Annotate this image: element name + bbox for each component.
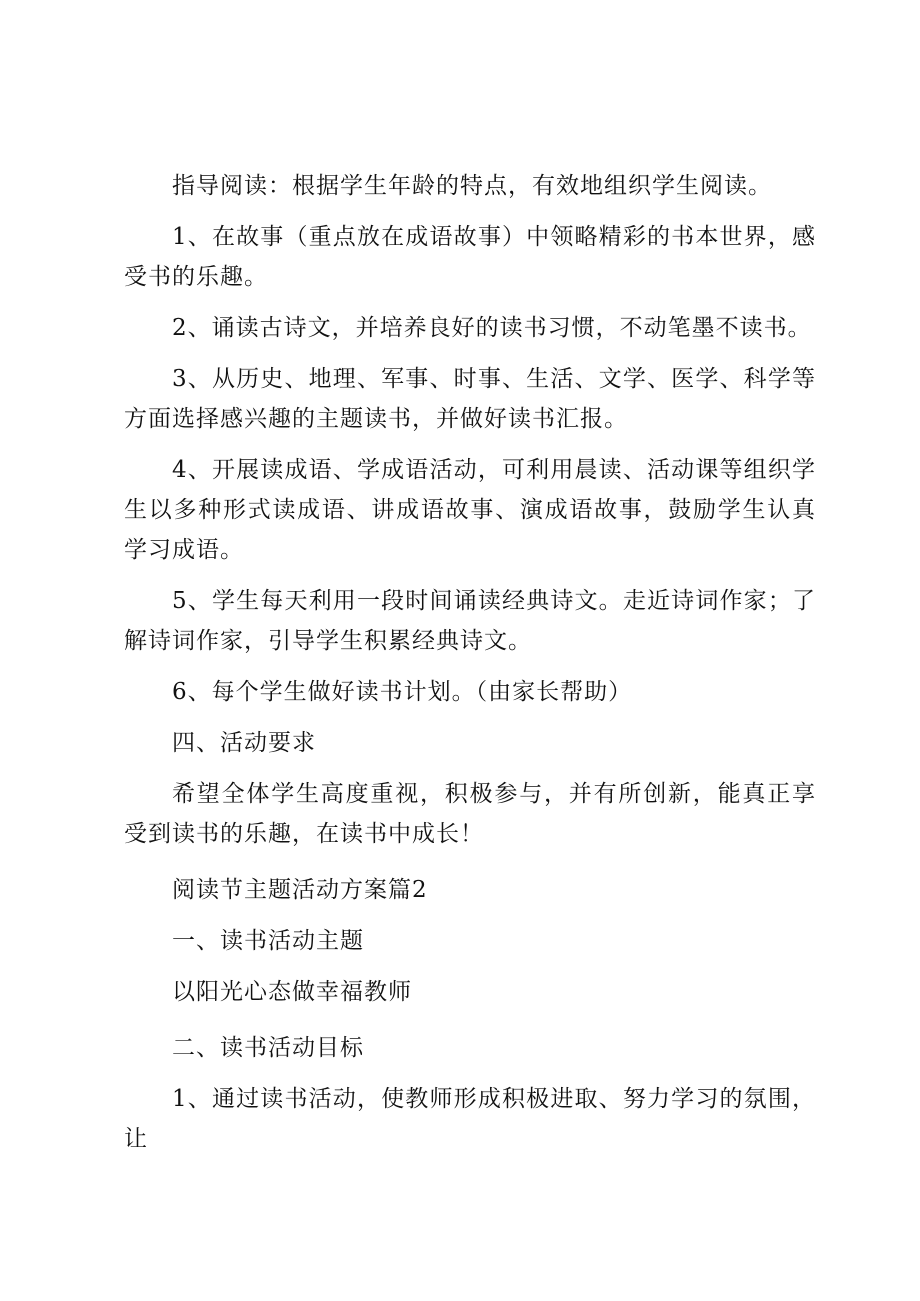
paragraph-item-3-topics: 3、从历史、地理、军事、时事、生活、文学、医学、科学等方面选择感兴趣的主题读书，并做好读书汇报。: [124, 366, 816, 432]
article-title-part-2: 阅读节主题活动方案篇2: [172, 877, 428, 903]
paragraph-item-2-poetry: 2、诵读古诗文，并培养良好的读书习惯，不动笔墨不读书。: [172, 315, 812, 341]
paragraph-item-1-stories: 1、在故事（重点放在成语故事）中领略精彩的书本世界，感受书的乐趣。: [124, 224, 816, 290]
document-body: [124, 166, 816, 1159]
paragraph-item-6-plan: 6、每个学生做好读书计划。（由家长帮助）: [172, 679, 633, 705]
paragraph-goal-1: 1、通过读书活动，使教师形成积极进取、努力学习的氛围，让: [124, 1086, 816, 1152]
paragraph-guided-reading: 指导阅读：根据学生年龄的特点，有效地组织学生阅读。: [172, 173, 772, 199]
paragraph-item-4-idioms: 4、开展读成语、学成语活动，可利用晨读、活动课等组织学生以多种形式读成语、讲成语故事、演成语故事，鼓励学生认真学习成语。: [124, 457, 816, 563]
paragraph-item-5-classics: 5、学生每天利用一段时间诵读经典诗文。走近诗词作家；了解诗词作家，引导学生积累经典诗文。: [124, 588, 816, 654]
section-heading-requirements: 四、活动要求: [172, 730, 316, 756]
section-heading-goals: 二、读书活动目标: [172, 1035, 364, 1061]
section-heading-theme: 一、读书活动主题: [172, 928, 364, 954]
paragraph-requirements: 希望全体学生高度重视，积极参与，并有所创新，能真正享受到读书的乐趣，在读书中成长！: [124, 781, 816, 847]
paragraph-theme: 以阳光心态做幸福教师: [172, 979, 412, 1005]
